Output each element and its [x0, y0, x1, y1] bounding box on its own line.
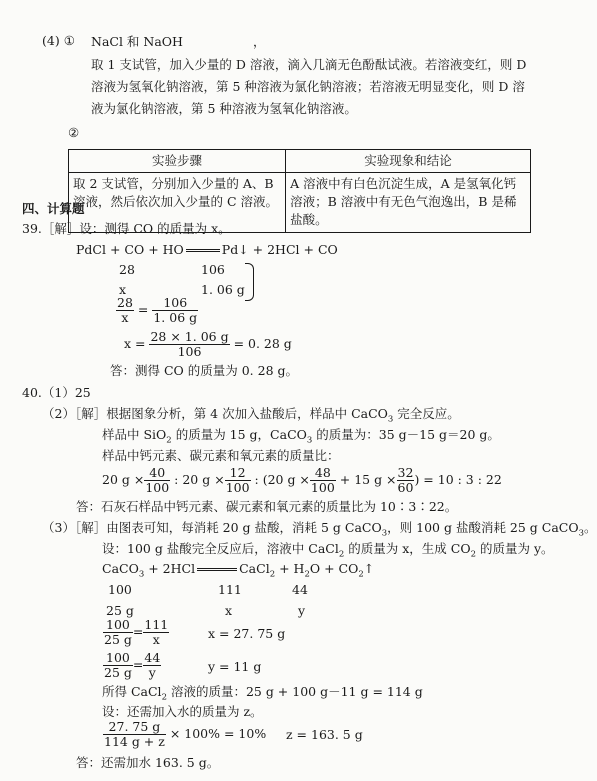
- q40-p3-line1: （3）［解］由图表可知，每消耗 20 g 盐酸，消耗 5 g CaCO$_3$，则 100 g 盐酸消耗 25 g CaCO$_3$。: [42, 520, 597, 539]
- q39-mass2: 106: [201, 262, 225, 277]
- q40-z-eq: $\frac{27. 75 g}{114 g + z}$ × 100% = 10%: [104, 719, 267, 749]
- q39-head: 39.［解］设：测得 CO 的质量为 x。: [22, 221, 231, 236]
- q4-label: (4) ①: [42, 33, 75, 48]
- col-header-result: 实验现象和结论: [286, 150, 531, 173]
- q39-x: x: [119, 282, 127, 297]
- q39-equation: PdCl + CO + HO Pd↓ + 2HCl + CO: [76, 242, 338, 257]
- q40-part1: 40.（1）25: [22, 385, 91, 400]
- q40-final-answer: 答：还需加水 163. 5 g。: [76, 755, 220, 770]
- q40-p2-answer: 答：石灰石样品中钙元素、碳元素和氧元素的质量比为 10∶3∶22。: [76, 499, 458, 514]
- cell-steps: 取 2 支试管，分别加入少量的 A、B 溶液，然后依次加入少量的 C 溶液。: [69, 173, 286, 232]
- circled-one: ①: [63, 33, 75, 48]
- q4-line2: 取 1 支试管，加入少量的 D 溶液，滴入几滴无色酚酞试液。若溶液变红，则 D: [91, 57, 527, 72]
- q40-solution-mass: 所得 CaCl$_2$ 溶液的质量：25 g + 100 g－11 g = 114 g: [102, 684, 423, 703]
- q4-line1: NaCl 和 NaOH ，: [91, 34, 266, 49]
- q39-mass3: 1. 06 g: [201, 282, 245, 297]
- q40-result-y: y = 11 g: [208, 659, 262, 674]
- circled-two: ②: [68, 125, 80, 140]
- q40-m111: 111: [218, 582, 242, 597]
- q40-x: x: [225, 603, 233, 618]
- col-header-steps: 实验步骤: [69, 150, 286, 173]
- cell-result: A 溶液中有白色沉淀生成，A 是氢氧化钙溶液；B 溶液中有无色气泡逸出，B 是稀盐酸。: [286, 173, 531, 232]
- q40-p3-line2: 设：100 g 盐酸完全反应后，溶液中 CaCl$_2$ 的质量为 x，生成 $CO_2$ 的质量为 y。: [102, 541, 554, 560]
- brace: [245, 263, 254, 301]
- q40-m100: 100: [108, 582, 132, 597]
- q40-p2-line1: （2）［解］根据图象分析，第 4 次加入盐酸后，样品中 CaCO$_3$ 完全反应。: [42, 406, 460, 425]
- q40-z-result: z = 163. 5 g: [286, 727, 363, 742]
- q39-mass1: 28: [119, 262, 135, 277]
- section-title: 四、计算题: [22, 201, 85, 216]
- q40-p2-line3: 样品中钙元素、碳元素和氧元素的质量比：: [102, 448, 340, 463]
- q40-y: y: [298, 603, 306, 618]
- q40-result-x: x = 27. 75 g: [208, 626, 286, 641]
- q39-solve: x = $\frac{28 \times 1. 06 g}{106}$ = 0. 28 g: [124, 329, 292, 359]
- q39-ratio: $\frac{28}{x}$ = $\frac{106}{1. 06 g}$: [117, 295, 198, 325]
- q40-equation: CaCO$_3$ + 2HCl CaCl$_2$ + $H_2O$ + $CO_2↑$: [102, 561, 375, 580]
- experiment-table: [68, 149, 531, 233]
- q4-line4: 液为氯化钠溶液，第 5 种溶液为氢氧化钠溶液。: [91, 101, 357, 116]
- table-header-row: [69, 150, 531, 173]
- q4-line3: 溶液为氢氧化钠溶液，第 5 种溶液为氯化钠溶液；若溶液无明显变化，则 D 溶: [91, 79, 525, 94]
- q40-ratio-y: $\frac{100}{25 g}$ = $\frac{44}{y}$: [104, 650, 161, 680]
- q40-p2-line2: 样品中 SiO$_2$ 的质量为 15 g，CaCO$_3$ 的质量为：35 g－15 g＝20 g。: [102, 427, 500, 446]
- q40-ratio-x: $\frac{100}{25 g}$ = $\frac{111}{x}$: [104, 617, 169, 647]
- q40-set-z: 设：还需加入水的质量为 z。: [102, 704, 263, 719]
- q40-mass-ratio: 20 g × $\frac{40}{100}$ : 20 g × $\frac{12}{100}$ : (20 g × $\frac{48}{100}$ + 15 g × $\frac{32}{60}$ ) = 10 : 3 : 22: [102, 465, 502, 495]
- q40-m25: 25 g: [106, 603, 134, 618]
- q39-answer: 答：测得 CO 的质量为 0. 28 g。: [110, 363, 299, 378]
- q40-m44: 44: [292, 582, 308, 597]
